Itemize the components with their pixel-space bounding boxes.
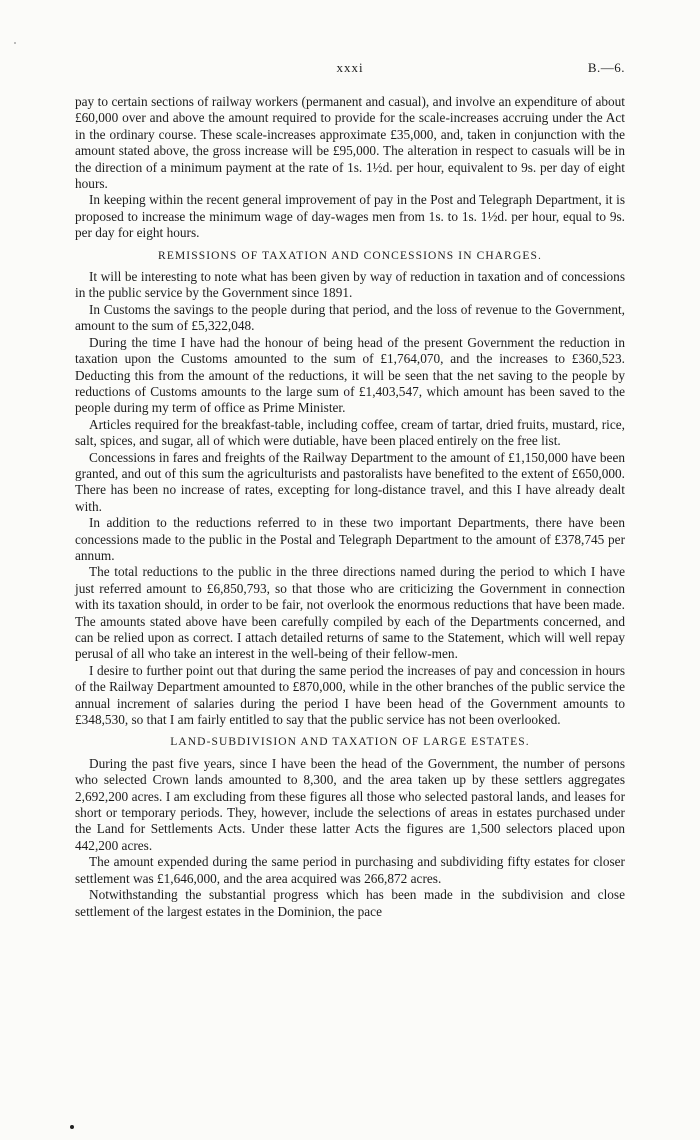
ink-mark	[70, 1125, 74, 1129]
margin-speck	[14, 42, 16, 44]
paragraph: The total reductions to the public in the three directions named during the period to which I have just referred amount to £6,850,793, so that those who are criticizing the Government in connection with its taxation should, in order to be fair, not overlook the enormous reductions that have been made. The amounts stated above have been carefully compiled by each of the Departments concerned, and can be relied upon as correct. I attach detailed returns of same to the Statement, which will well repay perusal of all who take an interest in the well-being of their fellow-men.	[75, 564, 625, 662]
page-body	[75, 94, 625, 920]
paragraph: During the past five years, since I have been the head of the Government, the number of persons who selected Crown lands amounted to 8,300, and the area taken up by these settlers aggregates 2,692,200 acres. I am excluding from these figures all those who selected pastoral lands, and leases for short or temporary periods. They, however, include the selections of areas in estates purchased under the Land for Settlements Acts. Under these latter Acts the figures are 1,500 selectors placed upon 442,200 acres.	[75, 755, 625, 853]
paragraph: The amount expended during the same period in purchasing and subdividing fifty estates for closer settlement was £1,646,000, and the area acquired was 266,872 acres.	[75, 854, 625, 886]
paragraph: In Customs the savings to the people during that period, and the loss of revenue to the Government, amount to the sum of £5,322,048.	[75, 301, 625, 334]
paragraph: Concessions in fares and freights of the Railway Department to the amount of £1,150,000 have been granted, and out of this sum the agriculturists and pastoralists have benefited to the extent of £650,000. There has been no increase of rates, excepting for long-distance travel, and this I have already dealt with.	[75, 449, 625, 514]
paragraph: In keeping within the recent general improvement of pay in the Post and Telegraph Department, it is proposed to increase the minimum wage of day-wages men from 1s. to 1s. 1½d. per hour, equal to 9s. per day for eight hours.	[75, 192, 625, 241]
paragraph: Notwithstanding the substantial progress which has been made in the subdivision and close settlement of the largest estates in the Dominion, the pace	[75, 887, 625, 919]
paragraph: I desire to further point out that during the same period the increases of pay and concession in hours of the Railway Department amounted to £870,000, while in the other branches of the public service the annual increment of salaries during the period I have been head of the Government amounts to £348,530, so that I am fairly entitled to say that the public service has not been overlooked.	[75, 662, 625, 728]
page-number: xxxi	[336, 60, 364, 75]
paragraph: pay to certain sections of railway workers (permanent and casual), and involve an expenditure of about £60,000 over and above the amount required to provide for the scale-increases accruing under the Act in the ordinary course. These scale-increases approximate £35,000, and, taken in conjunction with the amount stated above, the gross increase will be £95,000. The alteration in respect to casuals will be in the direction of a minimum payment at the rate of 1s. 1½d. per hour, equivalent to 9s. per day of eight hours.	[75, 94, 625, 192]
paragraph: Articles required for the breakfast-table, including coffee, cream of tartar, dried fruits, mustard, rice, salt, spices, and sugar, all of which were dutiable, have been placed entirely on the free list.	[75, 416, 625, 449]
section-heading: REMISSIONS OF TAXATION AND CONCESSIONS IN CHARGES.	[158, 249, 542, 262]
paragraph: It will be interesting to note what has been given by way of reduction in taxation and of concessions in the public service by the Government since 1891.	[75, 269, 625, 301]
paragraph: In addition to the reductions referred to in these two important Departments, there have been concessions made to the public in the Postal and Telegraph Department to the amount of £378,745 per annum.	[75, 515, 625, 563]
section-heading: LAND-SUBDIVISION AND TAXATION OF LARGE ESTATES.	[170, 736, 530, 749]
page-header	[75, 60, 625, 80]
paragraph: During the time I have had the honour of being head of the present Government the reduction in taxation upon the Customs amounted to the sum of £1,764,070, and the increases to £360,523. Deducting this from the amount of the reductions, it will be seen that the net saving to the people by reductions of Customs amounts to the large sum of £1,403,547, which amount has been saved to the people during my term of office as Prime Minister.	[75, 334, 625, 416]
document-reference: B.—6.	[587, 60, 625, 75]
